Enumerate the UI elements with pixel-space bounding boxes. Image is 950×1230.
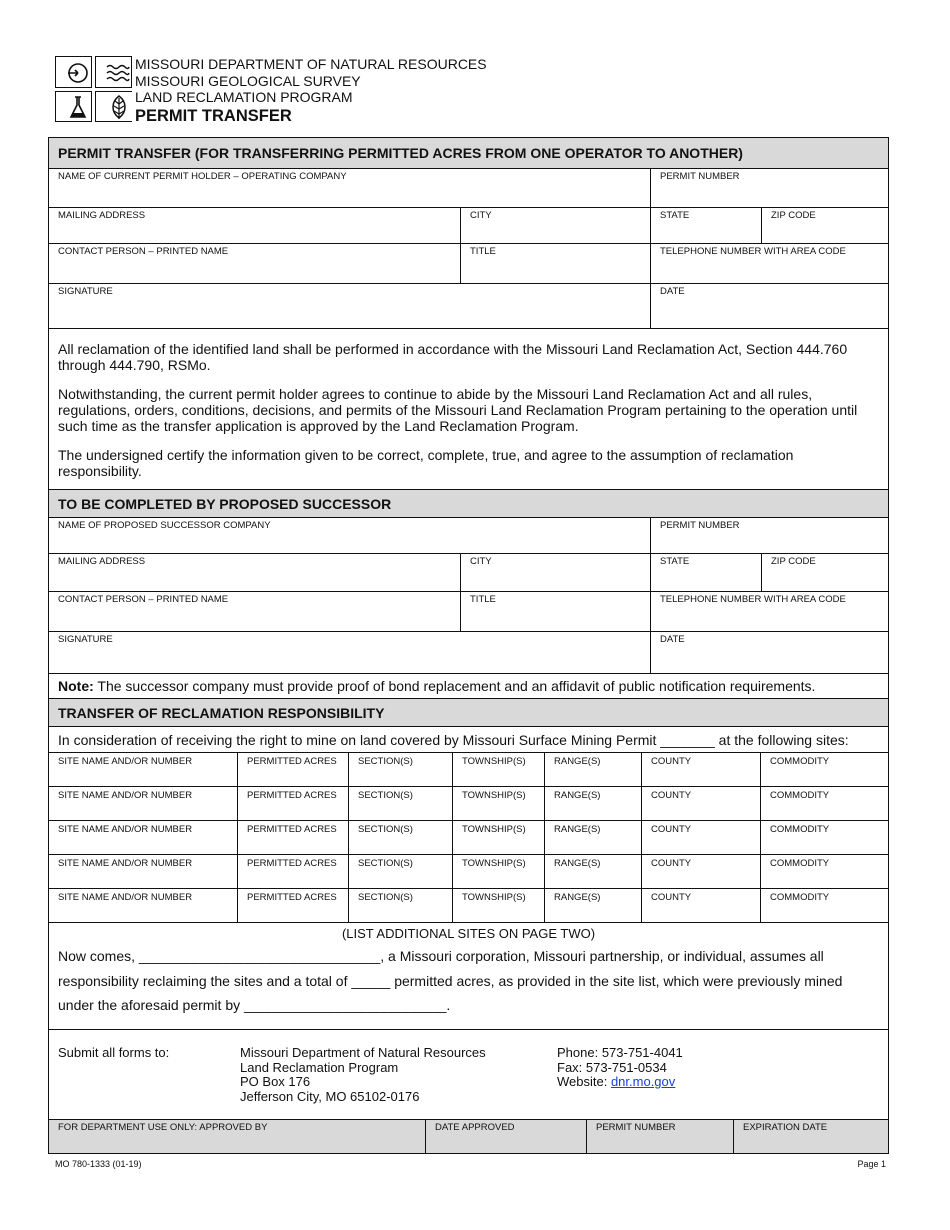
- logo-leaf-icon: [95, 91, 132, 123]
- site-name-field[interactable]: SITE NAME AND/OR NUMBER: [49, 821, 238, 854]
- ranges-field[interactable]: RANGE(S): [545, 753, 642, 786]
- current-address-row: [49, 208, 888, 244]
- now-comes-line-3[interactable]: under the aforesaid permit by __________________________.: [58, 997, 451, 1013]
- statement-continue-abide: Notwithstanding, the current permit holder agrees to continue to abide by the Missouri Land Reclamation Act and all rules, regulations, orders, conditions, decisions, and permits of the Missouri Land Reclamation Program pertaining to the operation until such time as the transfer application is approved by the Land Reclamation Program.: [58, 386, 858, 434]
- successor-permit-number-field[interactable]: PERMIT NUMBER: [660, 520, 740, 531]
- permitted-acres-field[interactable]: PERMITTED ACRES: [238, 821, 349, 854]
- permit-transfer-form: [48, 137, 889, 1154]
- current-holder-name-field[interactable]: NAME OF CURRENT PERMIT HOLDER – OPERATING COMPANY: [49, 169, 651, 207]
- current-contact-row: [49, 244, 888, 284]
- successor-title-field[interactable]: TITLE: [461, 592, 651, 631]
- note-label: Note:: [58, 678, 94, 694]
- successor-contact-name-field[interactable]: CONTACT PERSON – PRINTED NAME: [49, 592, 461, 631]
- current-phone-field[interactable]: TELEPHONE NUMBER WITH AREA CODE: [660, 246, 846, 257]
- agency-line-2: MISSOURI GEOLOGICAL SURVEY: [135, 72, 361, 89]
- submit-fax: Fax: 573-751-0534: [557, 1059, 667, 1075]
- approved-by-field[interactable]: FOR DEPARTMENT USE ONLY: APPROVED BY: [49, 1120, 426, 1153]
- additional-sites-note: (LIST ADDITIONAL SITES ON PAGE TWO): [341, 926, 596, 941]
- site-row: [49, 889, 888, 923]
- logo-air-icon: [55, 56, 92, 88]
- section-heading-successor: TO BE COMPLETED BY PROPOSED SUCCESSOR: [49, 489, 888, 518]
- site-name-field[interactable]: SITE NAME AND/OR NUMBER: [49, 855, 238, 888]
- submit-address-line-4: Jefferson City, MO 65102-0176: [240, 1088, 420, 1104]
- townships-field[interactable]: TOWNSHIP(S): [453, 787, 545, 820]
- statements-block: [49, 329, 888, 489]
- successor-contact-row: [49, 592, 888, 632]
- townships-field[interactable]: TOWNSHIP(S): [453, 855, 545, 888]
- current-date-field[interactable]: DATE: [660, 286, 685, 297]
- ranges-field[interactable]: RANGE(S): [545, 855, 642, 888]
- form-number: MO 780-1333 (01-19): [55, 1159, 142, 1169]
- website-link[interactable]: dnr.mo.gov: [610, 1074, 676, 1089]
- successor-address-row: [49, 554, 888, 592]
- sections-field[interactable]: SECTION(S): [349, 787, 453, 820]
- commodity-field[interactable]: COMMODITY: [770, 756, 830, 767]
- successor-mailing-address-field[interactable]: MAILING ADDRESS: [49, 554, 461, 591]
- now-comes-line-2[interactable]: responsibility reclaiming the sites and a total of _____ permitted acres, as provided in the site list, which were previously mined: [58, 972, 843, 989]
- site-row: [49, 855, 888, 889]
- successor-signature-row: [49, 632, 888, 674]
- ranges-field[interactable]: RANGE(S): [545, 787, 642, 820]
- sections-field[interactable]: SECTION(S): [349, 889, 453, 922]
- permitted-acres-field[interactable]: PERMITTED ACRES: [238, 889, 349, 922]
- successor-signature-field[interactable]: SIGNATURE: [49, 632, 651, 673]
- site-name-field[interactable]: SITE NAME AND/OR NUMBER: [49, 787, 238, 820]
- ranges-field[interactable]: RANGE(S): [545, 889, 642, 922]
- agency-line-3: LAND RECLAMATION PROGRAM: [135, 89, 353, 105]
- permitted-acres-field[interactable]: PERMITTED ACRES: [238, 855, 349, 888]
- permitted-acres-field[interactable]: PERMITTED ACRES: [238, 753, 349, 786]
- now-comes-block: [49, 923, 888, 1029]
- submit-address-line-2: Land Reclamation Program: [240, 1059, 399, 1075]
- county-field[interactable]: COUNTY: [642, 753, 761, 786]
- agency-line-1: MISSOURI DEPARTMENT OF NATURAL RESOURCES: [135, 56, 487, 72]
- sites-table: [49, 753, 888, 923]
- townships-field[interactable]: TOWNSHIP(S): [453, 753, 545, 786]
- successor-date-field[interactable]: DATE: [660, 634, 685, 645]
- expiration-date-field[interactable]: EXPIRATION DATE: [743, 1122, 828, 1133]
- now-comes-line-1[interactable]: Now comes, _______________________________, a Missouri corporation, Missouri partnership, or individual, assumes all: [58, 948, 824, 964]
- submit-address-line-1: Missouri Department of Natural Resources: [240, 1045, 486, 1060]
- townships-field[interactable]: TOWNSHIP(S): [453, 821, 545, 854]
- permitted-acres-field[interactable]: PERMITTED ACRES: [238, 787, 349, 820]
- site-name-field[interactable]: SITE NAME AND/OR NUMBER: [49, 753, 238, 786]
- commodity-field[interactable]: COMMODITY: [770, 790, 830, 801]
- statement-certify: The undersigned certify the information given to be correct, complete, true, and agree to the assumption of reclamation responsibility.: [58, 447, 794, 479]
- successor-company-name-field[interactable]: NAME OF PROPOSED SUCCESSOR COMPANY: [49, 518, 651, 553]
- transfer-intro: In consideration of receiving the right to mine on land covered by Missouri Surface Mining Permit _______ at the following sites:: [49, 727, 888, 753]
- logo-water-icon: [95, 56, 132, 88]
- section-heading-transfer-responsibility: TRANSFER OF RECLAMATION RESPONSIBILITY: [49, 699, 888, 727]
- county-field[interactable]: COUNTY: [642, 889, 761, 922]
- section-heading-current-holder: PERMIT TRANSFER (FOR TRANSFERRING PERMITTED ACRES FROM ONE OPERATOR TO ANOTHER): [49, 138, 888, 169]
- submit-info: [49, 1029, 888, 1119]
- sections-field[interactable]: SECTION(S): [349, 855, 453, 888]
- county-field[interactable]: COUNTY: [642, 787, 761, 820]
- successor-state-field[interactable]: STATE: [651, 554, 762, 591]
- current-signature-row: [49, 284, 888, 329]
- successor-zip-field[interactable]: ZIP CODE: [771, 556, 816, 567]
- ranges-field[interactable]: RANGE(S): [545, 821, 642, 854]
- logo-science-icon: [55, 91, 92, 123]
- date-approved-field[interactable]: DATE APPROVED: [426, 1120, 587, 1153]
- site-row: [49, 753, 888, 787]
- submit-address-line-3: PO Box 176: [240, 1074, 311, 1089]
- current-signature-field[interactable]: SIGNATURE: [49, 284, 651, 328]
- townships-field[interactable]: TOWNSHIP(S): [453, 889, 545, 922]
- current-zip-field[interactable]: ZIP CODE: [771, 210, 816, 221]
- note-text: The successor company must provide proof of bond replacement and an affidavit of public notification requirements.: [93, 678, 816, 694]
- successor-company-row: [49, 518, 888, 554]
- form-title: PERMIT TRANSFER: [135, 106, 292, 125]
- commodity-field[interactable]: COMMODITY: [770, 824, 830, 835]
- current-contact-name-field[interactable]: CONTACT PERSON – PRINTED NAME: [49, 244, 461, 283]
- sections-field[interactable]: SECTION(S): [349, 821, 453, 854]
- sections-field[interactable]: SECTION(S): [349, 753, 453, 786]
- successor-city-field[interactable]: CITY: [461, 554, 651, 591]
- current-state-field[interactable]: STATE: [651, 208, 762, 243]
- county-field[interactable]: COUNTY: [642, 855, 761, 888]
- current-mailing-address-field[interactable]: MAILING ADDRESS: [49, 208, 461, 243]
- submit-website: [557, 1075, 683, 1090]
- website-prefix: Website:: [557, 1074, 611, 1089]
- submit-label: Submit all forms to:: [58, 1045, 170, 1060]
- department-use-row: [49, 1119, 888, 1153]
- agency-header: [135, 56, 487, 126]
- current-permit-number-field[interactable]: PERMIT NUMBER: [660, 171, 740, 182]
- commodity-field[interactable]: COMMODITY: [770, 892, 830, 903]
- statement-reclamation-act: All reclamation of the identified land shall be performed in accordance with the Missouri Land Reclamation Act, Section 444.760 through 444.790, RSMo.: [58, 341, 848, 373]
- current-holder-row: [49, 169, 888, 208]
- commodity-field[interactable]: COMMODITY: [770, 858, 830, 869]
- site-name-field[interactable]: SITE NAME AND/OR NUMBER: [49, 889, 238, 922]
- submit-contact: [557, 1046, 683, 1119]
- current-city-field[interactable]: CITY: [461, 208, 651, 243]
- dept-permit-number-field[interactable]: PERMIT NUMBER: [587, 1120, 734, 1153]
- current-title-field[interactable]: TITLE: [461, 244, 651, 283]
- submit-phone: Phone: 573-751-4041: [557, 1045, 683, 1060]
- dnr-logo: [55, 56, 123, 122]
- county-field[interactable]: COUNTY: [642, 821, 761, 854]
- page-number: Page 1: [857, 1159, 886, 1169]
- bond-note: [49, 674, 888, 699]
- successor-phone-field[interactable]: TELEPHONE NUMBER WITH AREA CODE: [660, 594, 846, 605]
- site-row: [49, 821, 888, 855]
- submit-address: [240, 1046, 557, 1119]
- site-row: [49, 787, 888, 821]
